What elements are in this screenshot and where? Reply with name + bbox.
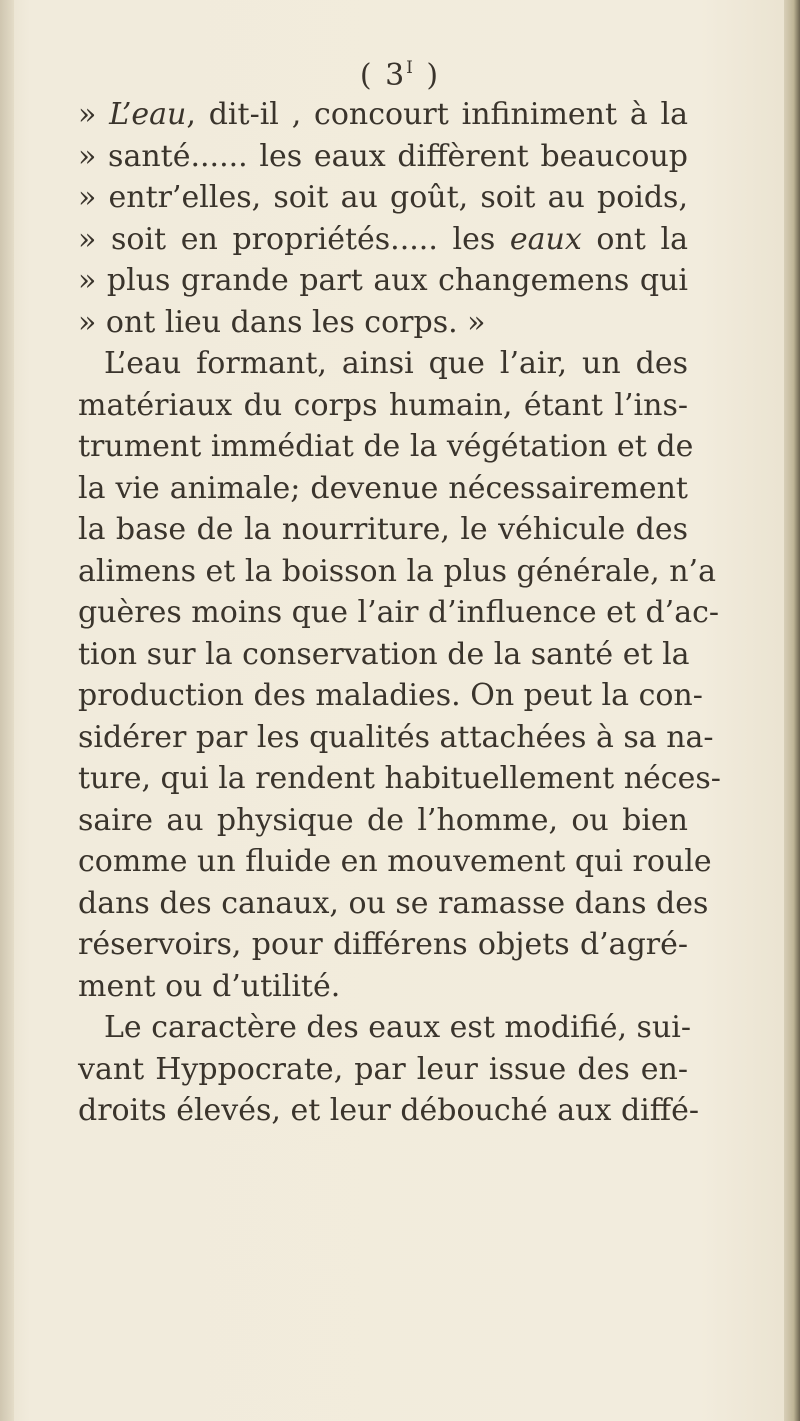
text-line: la base de la nourriture, le véhicule des — [78, 512, 688, 547]
text-line: » ont lieu dans les corps. » — [78, 304, 486, 340]
body-text — [78, 94, 721, 1132]
page-number-close: ) — [414, 58, 441, 93]
text-line: ment ou d’utilité. — [78, 968, 341, 1004]
text-line: vant Hyppocrate, par leur issue des en- — [78, 1051, 688, 1087]
text-line: réservoirs, pour différens objets d’agré- — [78, 927, 688, 962]
page-number-open: ( 3 — [359, 58, 407, 93]
text-line: guères moins que l’air d’influence et d’ac- — [78, 595, 720, 630]
page-number — [0, 58, 800, 93]
text-line: » L’eau, dit-il , concourt infiniment à la — [78, 97, 688, 132]
text-line: » santé...... les eaux diffèrent beaucoup — [78, 138, 688, 174]
text-line: » entr’elles, soit au goût, soit au poids, — [78, 180, 688, 215]
text-line: sidérer par les qualités attachées à sa na- — [78, 719, 714, 755]
text-line: trument immédiat de la végétation et de — [78, 429, 694, 464]
page-right-edge — [784, 0, 800, 1421]
text-line: » plus grande part aux changemens qui — [78, 263, 688, 298]
page-number-sup: I — [406, 58, 415, 78]
text-line: tion sur la conservation de la santé et la — [78, 636, 690, 672]
text-line: saire au physique de l’homme, ou bien — [78, 802, 688, 838]
text-line: alimens et la boisson la plus générale, n’a — [78, 553, 716, 589]
text-line: Le caractère des eaux est modifié, sui- — [104, 1010, 692, 1045]
text-line: matériaux du corps humain, étant l’ins- — [78, 387, 688, 423]
text-line: la vie animale; devenue nécessairement — [78, 470, 688, 506]
text-line: » soit en propriétés..... les eaux ont la — [78, 221, 688, 257]
page-left-edge — [0, 0, 14, 1421]
text-line: ture, qui la rendent habituellement néces- — [78, 761, 721, 796]
text-line: L’eau formant, ainsi que l’air, un des — [104, 346, 688, 381]
text-line: production des maladies. On peut la con- — [78, 678, 703, 713]
text-line: comme un fluide en mouvement qui roule — [78, 844, 712, 879]
text-line: dans des canaux, ou se ramasse dans des — [78, 885, 709, 921]
text-line: droits élevés, et leur débouché aux diffé- — [78, 1093, 699, 1128]
